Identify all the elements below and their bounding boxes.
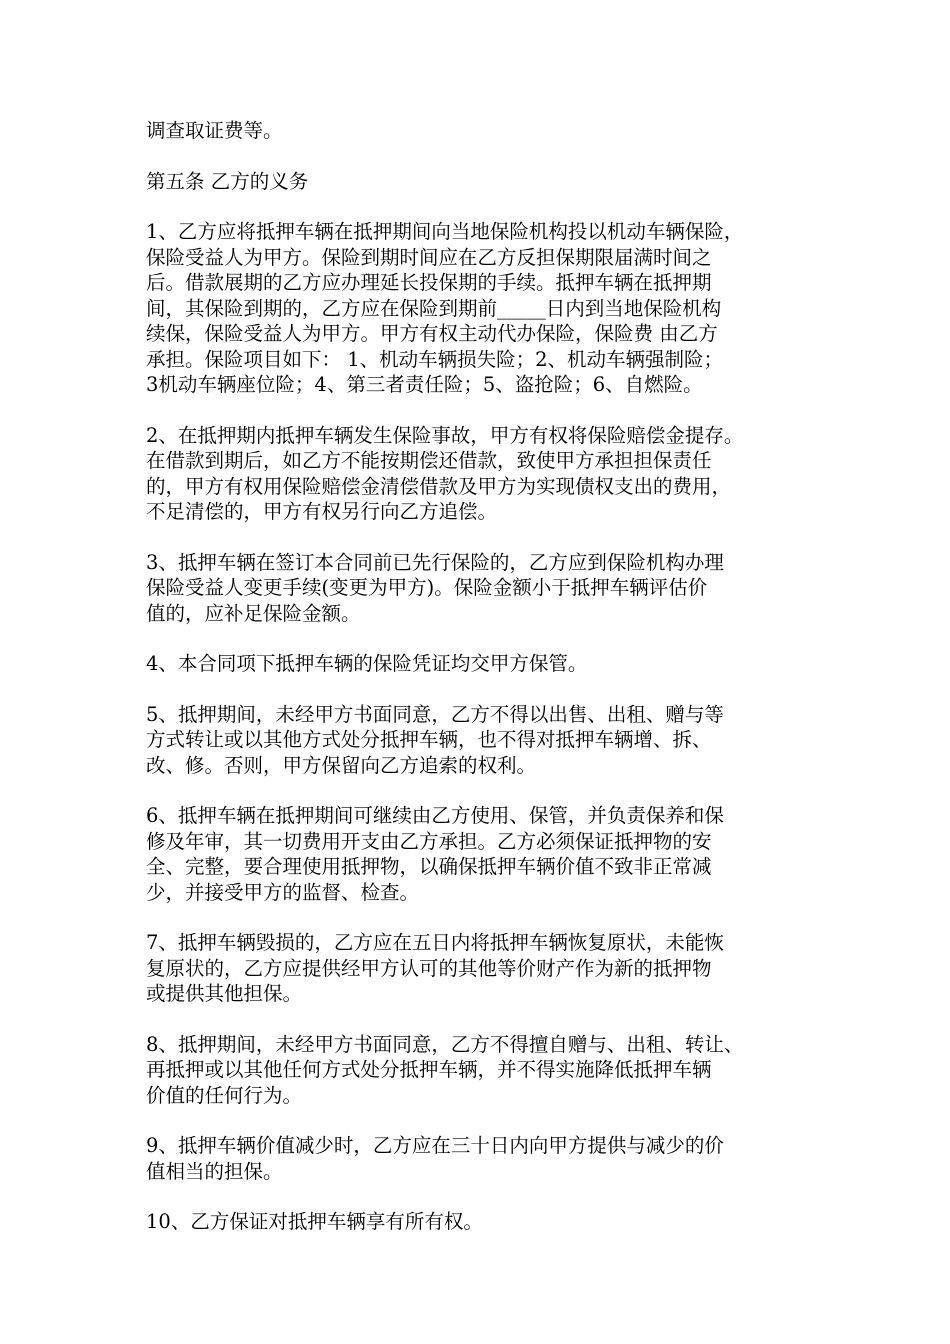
paragraph-8: 8、抵押期间，未经甲方书面同意，乙方不得擅自赠与、出租、转让、 再抵押或以其他任何方式处分抵押车辆，并不得实施降低抵押车辆 价值的任何行为。 (146, 1032, 744, 1107)
paragraph-5: 5、抵押期间，未经甲方书面同意，乙方不得以出售、出租、赠与等 方式转让或以其他方式处分抵押车辆，也不得对抵押车辆增、拆、 改、修。否则，甲方保留向乙方追索的权利。 (146, 702, 724, 777)
paragraph-4: 4、本合同项下抵押车辆的保险凭证均交甲方保管。 (146, 652, 588, 675)
section-heading: 第五条 乙方的义务 (146, 169, 309, 193)
document-page (146, 118, 811, 1260)
paragraph-2: 2、在抵押期内抵押车辆发生保险事故，甲方有权将保险赔偿金提存。 在借款到期后，如乙方不能按期偿还借款，致使甲方承担担保责任 的，甲方有权用保险赔偿金清偿借款及甲方为实现债权支出的费用， 不足清偿的，甲方有权另行向乙方追偿。 (146, 423, 744, 523)
paragraph-10: 10、乙方保证对抵押车辆享有所有权。 (146, 1210, 483, 1233)
paragraph-6: 6、抵押车辆在抵押期间可继续由乙方使用、保管，并负责保养和保 修及年审，其一切费用开支由乙方承担。乙方必须保证抵押物的安 全、完整，要合理使用抵押物，以确保抵押车辆价值不致非正常减 少，并接受甲方的监督、检查。 (146, 804, 724, 904)
paragraph-3: 3、抵押车辆在签订本合同前已先行保险的，乙方应到保险机构办理 保险受益人变更手续(变更为甲方)。保险金额小于抵押车辆评估价 值的，应补足保险金额。 (146, 550, 724, 625)
paragraph-9: 9、抵押车辆价值减少时，乙方应在三十日内向甲方提供与减少的价 值相当的担保。 (146, 1134, 724, 1183)
paragraph-1: 1、乙方应将抵押车辆在抵押期间向当地保险机构投以机动车辆保险， 保险受益人为甲方。保险到期时间应在乙方反担保期限届满时间之 后。借款展期的乙方应办理延长投保期的手续。抵押车辆在抵押期 间，其保险到期的，乙方应在保险到期前_____日内到当地保险机构 续保，保险受益人为甲方。甲方有权主动代办保险，保险费 由乙方 承担。保险项目如下： 1、机动车辆损失险；2、机动车辆强制险； 3机动车辆座位险；4、第三者责任险；5、盗抢险；6、自燃险。 (146, 220, 744, 396)
paragraph-7: 7、抵押车辆毁损的，乙方应在五日内将抵押车辆恢复原状，未能恢 复原状的，乙方应提供经甲方认可的其他等价财产作为新的抵押物 或提供其他担保。 (146, 931, 724, 1005)
continuation-text: 调查取证费等。 (146, 119, 283, 142)
